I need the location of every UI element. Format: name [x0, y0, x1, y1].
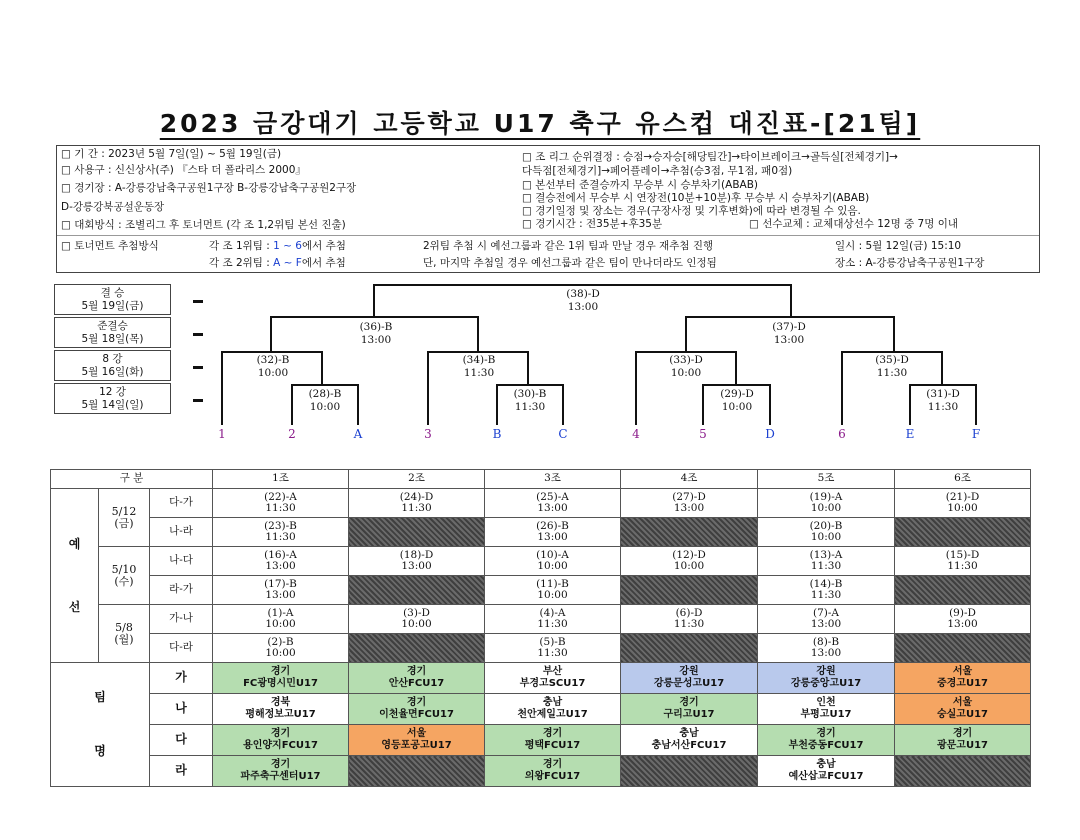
match-cell	[895, 489, 1031, 518]
team-cell	[758, 694, 895, 725]
team-slot: 라	[150, 756, 213, 787]
header-group: 3조	[485, 470, 621, 489]
match-time: 11:30	[673, 618, 705, 630]
match-time: 10:00	[537, 589, 568, 601]
empty-cell	[349, 756, 485, 787]
table-header-row	[51, 470, 1031, 489]
team-cell	[895, 725, 1031, 756]
slot-label: B	[492, 427, 502, 441]
team-cell	[758, 663, 895, 694]
team-region: 충남	[816, 759, 836, 770]
match-code: (32)-B	[256, 354, 290, 366]
team-region: 인천	[816, 697, 836, 708]
team-region: 충남	[679, 728, 699, 739]
team-name: 평해정보고U17	[245, 709, 316, 720]
match-code: (17)-B	[264, 577, 297, 590]
team-region: 강원	[679, 666, 699, 677]
match-code: (9)-D	[949, 606, 976, 619]
match-time: 10:00	[265, 618, 296, 630]
empty-cell	[621, 576, 758, 605]
match-pairing: 나-다	[150, 547, 213, 576]
team-region: 경기	[406, 666, 427, 677]
match-time: 11:30	[927, 401, 959, 413]
team-name: 강릉중앙고U17	[790, 678, 862, 689]
info-venue-d: D-강릉강북공설운동장	[61, 201, 165, 213]
team-name: 광문고U17	[936, 740, 989, 751]
match-cell	[349, 547, 485, 576]
match-time: 11:30	[876, 367, 908, 379]
slot-label: A	[353, 427, 363, 441]
team-region: 경기	[270, 666, 291, 677]
match-time: 11:30	[463, 367, 495, 379]
match-cell	[213, 634, 349, 663]
match-cell	[758, 547, 895, 576]
empty-cell	[895, 518, 1031, 547]
match-code: (13)-A	[809, 548, 843, 561]
slot-label: E	[905, 427, 915, 441]
team-label-bottom: 명	[94, 743, 106, 758]
match-code: (19)-A	[809, 490, 843, 503]
team-region: 경기	[270, 759, 291, 770]
draw-rule-2: 각 조 2위팀 : A ~ F에서 추첨	[209, 257, 346, 269]
header-category: 구 분	[51, 470, 213, 489]
match-code: (8)-B	[812, 635, 840, 648]
match-code: (30)-B	[513, 388, 547, 400]
match-time: 13:00	[567, 301, 599, 313]
team-row	[51, 725, 1031, 756]
team-name: 안산FCU17	[388, 678, 445, 689]
team-cell	[485, 756, 621, 787]
match-cell	[895, 547, 1031, 576]
match-code: (14)-B	[809, 577, 843, 590]
match-pairing: 다-가	[150, 489, 213, 518]
match-cell	[485, 547, 621, 576]
match-code: (34)-B	[462, 354, 496, 366]
match-date: 5/10 (수)	[99, 547, 150, 605]
prelim-label-bottom: 선	[68, 600, 81, 614]
header-group: 4조	[621, 470, 758, 489]
match-code: (23)-B	[264, 519, 297, 532]
match-cell	[758, 576, 895, 605]
match-code: (18)-D	[399, 548, 434, 561]
stage-final: 결 승 5월 19일(금)	[54, 284, 171, 315]
match-time: 10:00	[947, 502, 978, 514]
team-cell	[758, 756, 895, 787]
team-name: 부천중동FCU17	[788, 740, 864, 751]
empty-cell	[621, 518, 758, 547]
match-time: 10:00	[810, 502, 842, 514]
team-cell	[213, 694, 349, 725]
match-code: (29)-D	[720, 388, 754, 400]
match-pairing: 가-나	[150, 605, 213, 634]
team-cell	[485, 694, 621, 725]
draw-note-2: 단, 마지막 추첨일 경우 예선그룹과 같은 팀이 만나더라도 인정됨	[423, 257, 717, 269]
match-cell	[758, 634, 895, 663]
match-cell	[349, 605, 485, 634]
match-time: 13:00	[773, 334, 805, 346]
match-code: (1)-A	[267, 606, 294, 619]
match-time: 11:30	[810, 589, 842, 601]
match-code: (33)-D	[669, 354, 703, 366]
team-cell	[213, 663, 349, 694]
team-cell	[621, 694, 758, 725]
team-name: 의왕FCU17	[524, 771, 581, 782]
match-cell	[485, 518, 621, 547]
empty-cell	[621, 634, 758, 663]
slot-label: 5	[699, 427, 707, 441]
match-code: (11)-B	[536, 577, 569, 590]
match-time: 13:00	[947, 618, 978, 630]
team-region: 경기	[679, 697, 699, 708]
match-time: 11:30	[265, 502, 296, 514]
stage-semifinal: 준결승 5월 18일(목)	[54, 317, 171, 348]
match-code: (2)-B	[267, 635, 294, 648]
match-time: 10:00	[537, 560, 568, 572]
team-region: 서울	[406, 728, 427, 739]
match-pairing: 다-라	[150, 634, 213, 663]
match-code: (16)-A	[264, 548, 297, 561]
slot-label: 4	[632, 427, 640, 441]
match-time: 11:30	[514, 401, 546, 413]
match-time: 10:00	[257, 367, 289, 379]
info-final-rule: □ 결승전에서 무승부 시 연장전(10분+10분)후 무승부 시 승부차기(ABAB)	[522, 192, 870, 204]
prelim-label-top: 예	[68, 537, 81, 551]
team-cell	[349, 663, 485, 694]
match-pairing: 나-라	[150, 518, 213, 547]
team-name: 충남서산FCU17	[651, 740, 727, 751]
team-name: 평택FCU17	[524, 740, 581, 751]
match-time: 10:00	[721, 401, 753, 413]
slot-label: 2	[288, 427, 296, 441]
empty-cell	[349, 518, 485, 547]
team-cell	[349, 725, 485, 756]
slot-label: 1	[218, 427, 226, 441]
info-match-time: □ 경기시간 : 전35분+후35분	[522, 218, 663, 230]
team-cell	[621, 725, 758, 756]
match-time: 10:00	[265, 647, 296, 659]
stage-round12: 12 강 5월 14일(일)	[54, 383, 171, 414]
match-time: 10:00	[401, 618, 432, 630]
header-group: 5조	[758, 470, 895, 489]
team-name: 파주축구센터U17	[240, 771, 321, 782]
team-name: 천안제일고U17	[517, 709, 588, 720]
team-cell	[621, 663, 758, 694]
slot-label: C	[558, 427, 568, 441]
team-cell	[485, 725, 621, 756]
match-code: (25)-A	[536, 490, 569, 503]
team-cell	[485, 663, 621, 694]
team-slot: 나	[150, 694, 213, 725]
match-cell	[621, 547, 758, 576]
table-row	[51, 605, 1031, 634]
match-cell	[485, 489, 621, 518]
header-group: 1조	[213, 470, 349, 489]
draw-date: 일시 : 5월 12일(금) 15:10	[835, 240, 962, 252]
team-slot: 가	[150, 663, 213, 694]
info-ranking: □ 조 리그 순위결정 : 승점→승자승[해당팀간]→타이브레이크→골득실[전체경기]→	[522, 151, 898, 163]
match-code: (21)-D	[945, 490, 980, 503]
stage-quarterfinal: 8 강 5월 16일(화)	[54, 350, 171, 381]
match-cell	[213, 605, 349, 634]
match-code: (27)-D	[672, 490, 706, 503]
match-date: 5/8 (월)	[99, 605, 150, 663]
info-schedule-note: □ 경기일정 및 장소는 경우(구장사정 및 기후변화)에 따라 변경될 수 있음.	[522, 205, 861, 217]
match-time: 11:30	[265, 531, 296, 543]
team-name: 용인양지FCU17	[243, 740, 318, 751]
match-code: (6)-D	[675, 606, 703, 619]
match-time: 10:00	[810, 531, 842, 543]
match-cell	[621, 605, 758, 634]
match-cell	[485, 634, 621, 663]
info-ball: □ 사용구 : 신신상사(주) 『스타 더 폴라리스 2000』	[61, 164, 306, 176]
team-cell	[213, 725, 349, 756]
match-time: 11:30	[947, 560, 978, 572]
schedule-table-body	[51, 470, 1031, 787]
match-code: (15)-D	[945, 548, 980, 561]
match-cell	[485, 605, 621, 634]
team-cell	[895, 663, 1031, 694]
team-region: 강원	[816, 666, 836, 677]
slot-label: 3	[424, 427, 432, 441]
match-time: 11:30	[401, 502, 432, 514]
team-cell	[758, 725, 895, 756]
team-name: 예산삽교FCU17	[788, 771, 864, 782]
match-time: 13:00	[537, 531, 568, 543]
prelim-label	[51, 489, 99, 663]
draw-label: □ 토너먼트 추첨방식	[61, 240, 159, 252]
team-region: 경기	[952, 728, 973, 739]
match-code: (7)-A	[812, 606, 839, 619]
match-code: (20)-B	[809, 519, 843, 532]
match-cell	[213, 518, 349, 547]
team-row	[51, 694, 1031, 725]
team-name: FC광명시민U17	[243, 678, 318, 689]
match-time: 13:00	[360, 334, 392, 346]
match-time: 11:30	[537, 647, 568, 659]
match-cell	[213, 576, 349, 605]
team-region: 경기	[270, 728, 291, 739]
header-group: 2조	[349, 470, 485, 489]
match-time: 11:30	[537, 618, 568, 630]
team-cell	[213, 756, 349, 787]
draw-rule-1: 각 조 1위팀 : 1 ~ 6에서 추첨	[209, 240, 346, 252]
match-code: (4)-A	[539, 606, 566, 619]
match-code: (10)-A	[536, 548, 569, 561]
match-code: (22)-A	[264, 490, 297, 503]
team-region: 경기	[816, 728, 836, 739]
match-cell	[213, 547, 349, 576]
team-row	[51, 756, 1031, 787]
empty-cell	[349, 634, 485, 663]
team-name: 숭실고U17	[936, 709, 989, 720]
team-region: 경북	[270, 697, 291, 708]
team-name: 영등포공고U17	[381, 740, 452, 751]
team-name: 이천율면FCU17	[379, 709, 454, 720]
info-period: □ 기 간 : 2023년 5월 7일(일) ~ 5월 19일(금)	[61, 148, 282, 160]
empty-cell	[895, 576, 1031, 605]
team-label	[51, 663, 150, 787]
team-region: 충남	[542, 697, 563, 708]
match-cell	[895, 605, 1031, 634]
match-time: 13:00	[265, 560, 296, 572]
match-cell	[758, 518, 895, 547]
page-title: 2023 금강대기 고등학교 U17 축구 유스컵 대진표-[21팀]	[159, 109, 921, 138]
info-ranking-cont: 다득점[전체경기]→페어플레이→추첨(승3점, 무1점, 패0점)	[522, 165, 793, 177]
match-code: (24)-D	[399, 490, 434, 503]
draw-place: 장소 : A-강릉강남축구공원1구장	[835, 257, 985, 269]
team-name: 중경고U17	[936, 678, 989, 689]
team-row	[51, 663, 1031, 694]
bracket-slots	[218, 427, 980, 441]
table-row	[51, 518, 1031, 547]
match-time: 10:00	[673, 560, 705, 572]
table-row	[51, 547, 1031, 576]
match-time: 13:00	[810, 618, 842, 630]
schedule-table	[50, 469, 1031, 787]
draw-note-1: 2위팀 추첨 시 예선그룹과 같은 1위 팀과 만날 경우 재추첨 진행	[423, 240, 714, 252]
team-region: 서울	[952, 666, 973, 677]
team-region: 경기	[542, 728, 563, 739]
match-cell	[758, 489, 895, 518]
match-cell	[213, 489, 349, 518]
match-pairing: 라-가	[150, 576, 213, 605]
match-code: (36)-B	[359, 321, 393, 333]
match-time: 10:00	[670, 367, 702, 379]
info-venue: □ 경기장 : A-강릉강남축구공원1구장 B-강릉강남축구공원2구장	[61, 182, 357, 194]
match-code: (28)-B	[308, 388, 342, 400]
match-code: (3)-D	[403, 606, 430, 619]
slot-label: 6	[838, 427, 846, 441]
match-time: 13:00	[673, 502, 705, 514]
match-code: (26)-B	[536, 519, 569, 532]
match-time: 13:00	[537, 502, 568, 514]
info-substitution: □ 선수교체 : 교체대상선수 12명 중 7명 이내	[749, 218, 959, 230]
team-cell	[349, 694, 485, 725]
match-code: (12)-D	[672, 548, 706, 561]
team-region: 서울	[952, 697, 973, 708]
team-name: 부평고U17	[800, 709, 852, 720]
match-code: (5)-B	[539, 635, 566, 648]
slot-label: D	[765, 427, 775, 441]
table-row	[51, 489, 1031, 518]
slot-label: F	[971, 427, 981, 441]
match-time: 10:00	[309, 401, 341, 413]
team-label-top: 팀	[94, 690, 106, 704]
match-cell	[621, 489, 758, 518]
empty-cell	[895, 634, 1031, 663]
match-code: (37)-D	[772, 321, 806, 333]
info-pk-rule: □ 본선부터 준결승까지 무승부 시 승부차기(ABAB)	[522, 179, 759, 191]
match-code: (31)-D	[926, 388, 960, 400]
match-cell	[349, 489, 485, 518]
table-row	[51, 634, 1031, 663]
match-time: 13:00	[265, 589, 296, 601]
info-format: □ 대회방식 : 조별리그 후 토너먼트 (각 조 1,2위팀 본선 진출)	[61, 219, 346, 231]
team-cell	[895, 694, 1031, 725]
match-time: 13:00	[401, 560, 432, 572]
empty-cell	[349, 576, 485, 605]
table-row	[51, 576, 1031, 605]
match-code: (38)-D	[566, 288, 600, 300]
team-slot: 다	[150, 725, 213, 756]
team-name: 부경고SCU17	[519, 678, 586, 689]
match-time: 13:00	[810, 647, 842, 659]
team-name: 강릉문성고U17	[653, 678, 725, 689]
match-date: 5/12 (금)	[99, 489, 150, 547]
header-group: 6조	[895, 470, 1031, 489]
empty-cell	[895, 756, 1031, 787]
team-region: 부산	[542, 666, 563, 677]
team-region: 경기	[406, 697, 427, 708]
match-code: (35)-D	[875, 354, 909, 366]
match-cell	[485, 576, 621, 605]
team-region: 경기	[542, 759, 563, 770]
match-time: 11:30	[810, 560, 842, 572]
team-name: 구리고U17	[663, 709, 715, 720]
match-cell	[758, 605, 895, 634]
empty-cell	[621, 756, 758, 787]
